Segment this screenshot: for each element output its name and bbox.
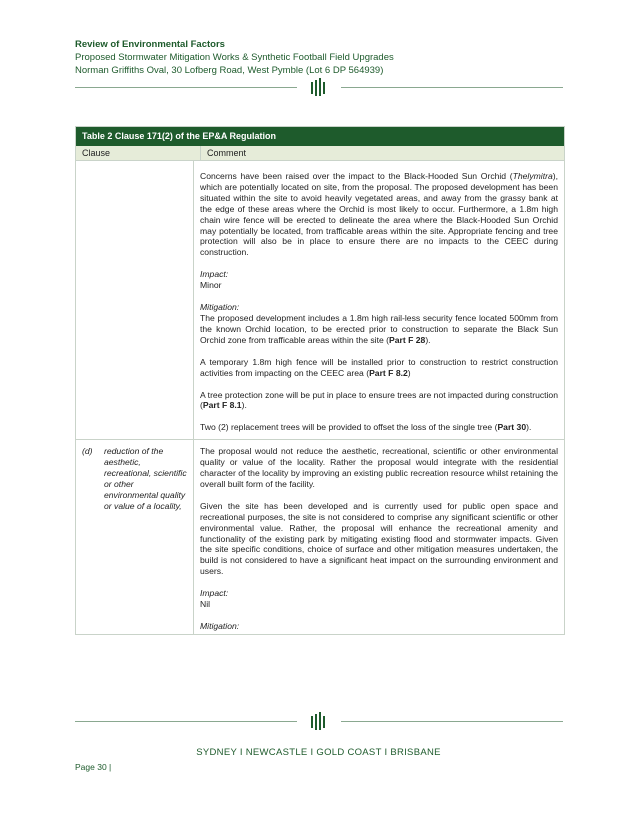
report-title: Review of Environmental Factors [75,39,225,50]
mitigation-replacement-trees-paragraph: Two (2) replacement trees will be provided to offset the loss of the single tree (Part 30). [200,422,532,433]
column-header-clause: Clause [76,146,201,160]
mitigation-temporary-fence-paragraph: A temporary 1.8m high fence will be installed prior to construction to restrict construction activities from impacting on the CEEC area (Part F 8.2) [200,356,558,378]
table-row [76,161,564,440]
orchid-concern-paragraph: Concerns have been raised over the impact to the Black-Hooded Sun Orchid (Thelymitra), which are potentially located on site, from the proposal. The proposed development has been situated within the site to avoid heavily vegetated areas, and away from the grassy bank at the edge of these areas where the Orchid is most likely to occur. Furthermore, a 1.8m high chain wire fence will be erected to delineate the area where the Black-Hooded Sun Orchid may potentially be located, from trafficable areas within the site. Appropriate fencing and tree protection will also be in place to ensure there are no impacts to the CEEC during construction. [200,171,558,258]
clause-text: reduction of the aesthetic, recreational, scientific or other environmental quality or value of a locality, [104,446,187,511]
regulation-table [75,126,565,635]
site-address: Norman Griffiths Oval, 30 Lofberg Road, West Pymble (Lot 6 DP 564939) [75,65,384,76]
column-header-comment: Comment [207,148,247,158]
mitigation-label: Mitigation: [200,302,240,313]
comment-cell [194,440,564,634]
divider-line-right [341,721,563,722]
impact-value: Minor [200,280,222,291]
divider-line-right [341,87,563,88]
comment-cell [194,161,564,439]
mitigation-label: Mitigation: [200,621,240,631]
clause-cell-empty [76,161,194,439]
aesthetic-paragraph: The proposal would not reduce the aesthetic, recreational, scientific or other environmental quality or value of the locality. Rather the proposal would integrate with the residential character of the locality by improving an existing public recreation resource whilst retaining the overall built form of the facility. [200,446,558,489]
footer-divider [75,712,563,730]
mitigation-tree-protection-paragraph: A tree protection zone will be put in place to ensure trees are not impacted during construction (Part F 8.1). [200,389,558,411]
document-header [75,38,575,77]
clause-cell [76,440,194,634]
table-row [76,440,564,634]
table-title: Table 2 Clause 171(2) of the EP&A Regulation [76,127,564,146]
brand-mark-icon [311,78,327,96]
impact-value: Nil [200,599,211,610]
impact-label: Impact: [200,588,229,599]
divider-line-left [75,87,297,88]
impact-label: Impact: [200,269,229,280]
clause-label: (d) [82,446,93,457]
page-number: Page 30 | [75,762,112,772]
divider-line-left [75,721,297,722]
table-header-row [76,146,564,161]
scientific-value-paragraph: Given the site has been developed and is currently used for public open space and recreational purposes, the site is not considered to comprise any significant scientific or other environmental value. Rather, the proposal will enhance the recreational amenity and functionality of the existing park by mitigating existing flood and stormwater impacts. Given the site specific conditions, choice of surface and other mitigation measures undertaken, the build is not considered to have a significant heat impact on the surrounding environment and users. [200,500,558,577]
office-locations: SYDNEY I NEWCASTLE I GOLD COAST I BRISBANE [196,747,441,758]
mitigation-fence-paragraph: The proposed development includes a 1.8m high rail-less security fence located 500mm from the known Orchid location, to be erected prior to construction to separate the Black Sun Orchid zone from trafficable areas within the site (Part F 28). [200,312,558,345]
brand-mark-icon [311,712,327,730]
header-divider [75,78,563,96]
project-subtitle: Proposed Stormwater Mitigation Works & Synthetic Football Field Upgrades [75,52,394,63]
